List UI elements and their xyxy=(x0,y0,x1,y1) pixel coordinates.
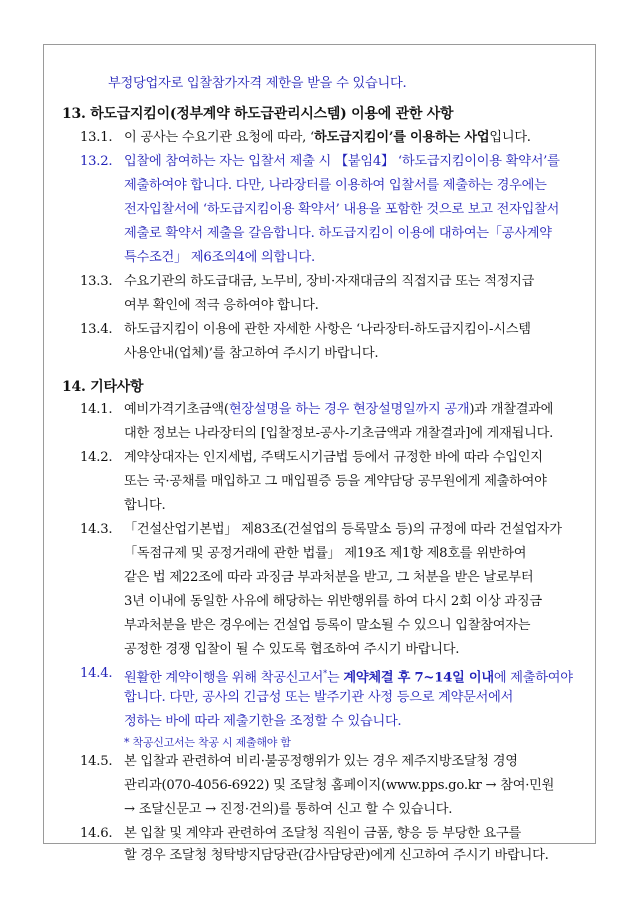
item-13-2-line: 제출하여야 합니다. 다만, 나라장터를 이용하여 입찰서를 제출하는 경우에는 xyxy=(124,178,547,193)
item-14-3-line: 「건설산업기본법」 제83조(건설업의 등록말소 등)의 규정에 따라 건설업자가 xyxy=(124,522,562,537)
item-13-2-line: 제출로 확약서 제출을 갈음합니다. 하도급지킴이 이용에 대하여는「공사계약 xyxy=(124,226,552,241)
item-14-5-line: 본 입찰과 관련하여 비리·불공정행위가 있는 경우 제주지방조달청 경영 xyxy=(124,754,518,769)
item-14-2-line: 합니다. xyxy=(124,498,166,513)
item-14-2-line: 또는 국·공채를 매입하고 그 매입필증 등을 계약담당 공무원에게 제출하여야 xyxy=(124,474,547,489)
item-14-3-number: 14.3. xyxy=(80,522,113,537)
item-14-6-line: 본 입찰 및 계약과 관련하여 조달청 직원이 금품, 향응 등 부당한 요구를 xyxy=(124,826,521,841)
item-14-2-line: 계약상대자는 인지세법, 주택도시기금법 등에서 규정한 바에 따라 수입인지 xyxy=(124,450,543,465)
item-14-3-line: 「독점규제 및 공정거래에 관한 법률」 제19조 제1항 제8호를 위반하여 xyxy=(124,546,527,561)
item-13-3-line: 수요기관의 하도급대금, 노무비, 장비·자재대금의 직접지급 또는 적정지급 xyxy=(124,274,535,289)
item-13-4-number: 13.4. xyxy=(80,322,113,337)
item-14-3-line: 같은 법 제22조에 따라 과징금 부과처분을 받고, 그 처분을 받은 날로부터 xyxy=(124,570,534,585)
item-13-2-line: 전자입찰서에 ‘하도급지킴이용 확약서’ 내용을 포함한 것으로 보고 전자입찰서 xyxy=(124,202,560,217)
section-14-heading: 14. 기타사항 xyxy=(62,379,144,395)
item-14-3-line: 3년 이내에 동일한 사유에 해당하는 위반행위를 하여 다시 2회 이상 과징금 xyxy=(124,594,542,609)
item-14-6-number: 14.6. xyxy=(80,826,113,841)
item-13-3-line: 여부 확인에 적극 응하여야 합니다. xyxy=(124,298,319,313)
item-13-4-line: 하도급지킴이 이용에 관한 자세한 사항은 ‘나라장터-하도급지킴이-시스템 xyxy=(124,322,531,337)
item-14-5-line: 관리과(070-4056-6922) 및 조달청 홈페이지(www.pps.go.kr → 참여·민원 xyxy=(124,778,555,793)
section-13-heading: 13. 하도급지킴이(정부계약 하도급관리시스템) 이용에 관한 사항 xyxy=(62,106,454,122)
item-14-3-line: 공정한 경쟁 입찰이 될 수 있도록 협조하여 주시기 바랍니다. xyxy=(124,642,460,657)
item-14-5-number: 14.5. xyxy=(80,754,113,769)
item-14-4-line: 정하는 바에 따라 제출기한을 조정할 수 있습니다. xyxy=(124,714,402,729)
item-14-5-line: → 조달신문고 → 진정·건의)를 통하여 신고 할 수 있습니다. xyxy=(124,802,453,817)
item-14-1-number: 14.1. xyxy=(80,402,113,417)
item-14-1-line: 대한 정보는 나라장터의 [입찰정보-공사-기초금액과 개찰결과]에 게재됩니다. xyxy=(124,426,554,441)
item-14-4-footnote: * 착공신고서는 착공 시 제출해야 함 xyxy=(124,736,291,749)
item-13-4-line: 사용안내(업체)’를 참고하여 주시기 바랍니다. xyxy=(124,346,379,361)
item-14-3-line: 부과처분을 받은 경우에는 건설업 등록이 말소될 수 있으니 입찰참여자는 xyxy=(124,618,531,633)
item-13-2-number: 13.2. xyxy=(80,154,113,169)
item-13-3-number: 13.3. xyxy=(80,274,113,289)
item-14-1-line: 예비가격기초금액(현장설명을 하는 경우 현장설명일까지 공개)과 개찰결과에 xyxy=(124,402,554,417)
item-14-6-line: 할 경우 조달청 청탁방지담당관(감사담당관)에게 신고하여 주시기 바랍니다. xyxy=(124,848,549,863)
item-13-2-line: 특수조건」 제6조의4에 의합니다. xyxy=(124,250,315,265)
item-14-4-line: 원활한 계약이행을 위해 착공신고서*는 계약체결 후 7~14일 이내에 제출하여야 xyxy=(124,669,573,686)
item-14-2-number: 14.2. xyxy=(80,450,113,465)
continuation-text: 부정당업자로 입찰참가자격 제한을 받을 수 있습니다. xyxy=(108,76,407,91)
item-14-4-number: 14.4. xyxy=(80,666,113,681)
item-13-2-line: 입찰에 참여하는 자는 입찰서 제출 시 【붙임4】 ‘하도급지킴이이용 확약서’를 xyxy=(124,154,560,169)
item-13-1-text: 이 공사는 수요기관 요청에 따라, ‘하도급지킴이’를 이용하는 사업입니다. xyxy=(124,130,531,145)
item-14-4-line: 합니다. 다만, 공사의 긴급성 또는 발주기관 사정 등으로 계약문서에서 xyxy=(124,690,514,705)
item-13-1-number: 13.1. xyxy=(80,130,113,145)
